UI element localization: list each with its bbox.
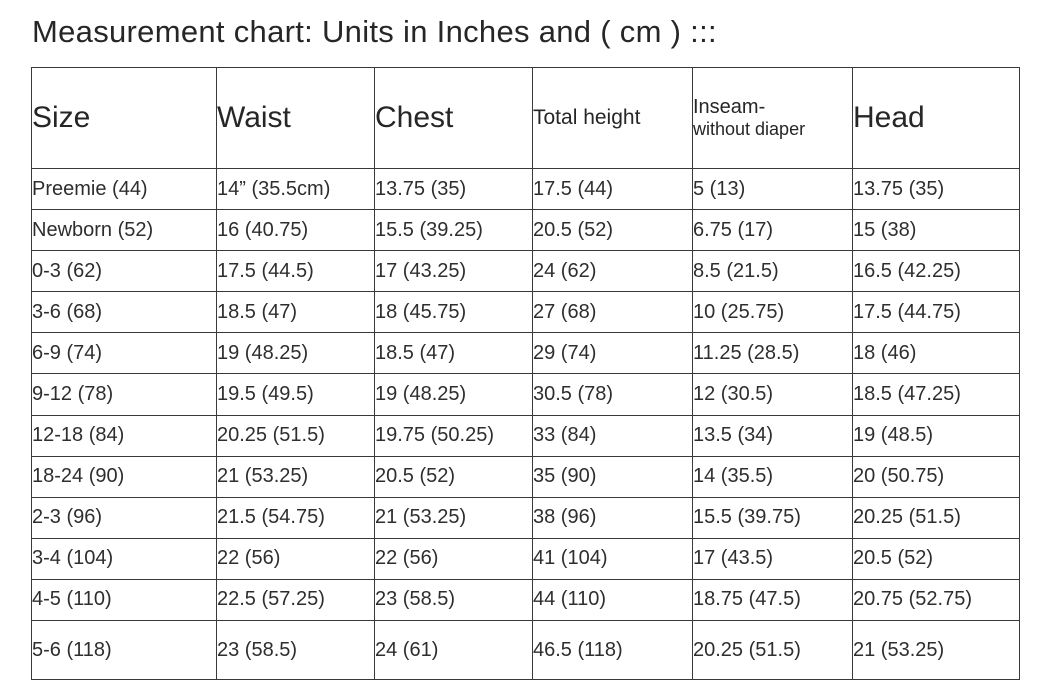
cell-total-height: 27 (68) xyxy=(533,292,693,333)
table-row xyxy=(32,538,1020,579)
cell-total-height: 41 (104) xyxy=(533,538,693,579)
column-header-chest: Chest xyxy=(375,68,533,169)
cell-chest: 20.5 (52) xyxy=(375,456,533,497)
cell-size: 6-9 (74) xyxy=(32,333,217,374)
cell-head: 19 (48.5) xyxy=(853,415,1020,456)
cell-inseam: 17 (43.5) xyxy=(693,538,853,579)
cell-head: 20.25 (51.5) xyxy=(853,497,1020,538)
cell-total-height: 38 (96) xyxy=(533,497,693,538)
cell-inseam: 8.5 (21.5) xyxy=(693,251,853,292)
cell-waist: 22.5 (57.25) xyxy=(217,579,375,620)
cell-inseam: 18.75 (47.5) xyxy=(693,579,853,620)
cell-size: 4-5 (110) xyxy=(32,579,217,620)
cell-head: 20 (50.75) xyxy=(853,456,1020,497)
cell-waist: 19.5 (49.5) xyxy=(217,374,375,415)
table-header-row xyxy=(32,68,1020,169)
cell-waist: 18.5 (47) xyxy=(217,292,375,333)
cell-total-height: 46.5 (118) xyxy=(533,621,693,680)
cell-size: 0-3 (62) xyxy=(32,251,217,292)
cell-chest: 19 (48.25) xyxy=(375,374,533,415)
table-body xyxy=(32,169,1020,680)
table-row xyxy=(32,210,1020,251)
cell-total-height: 33 (84) xyxy=(533,415,693,456)
cell-inseam: 13.5 (34) xyxy=(693,415,853,456)
cell-inseam: 10 (25.75) xyxy=(693,292,853,333)
cell-size: 12-18 (84) xyxy=(32,415,217,456)
table-header xyxy=(32,68,1020,169)
cell-waist: 20.25 (51.5) xyxy=(217,415,375,456)
table-row xyxy=(32,374,1020,415)
cell-waist: 19 (48.25) xyxy=(217,333,375,374)
cell-inseam: 5 (13) xyxy=(693,169,853,210)
cell-size: 2-3 (96) xyxy=(32,497,217,538)
cell-chest: 15.5 (39.25) xyxy=(375,210,533,251)
cell-head: 16.5 (42.25) xyxy=(853,251,1020,292)
cell-size: 5-6 (118) xyxy=(32,621,217,680)
cell-inseam: 15.5 (39.75) xyxy=(693,497,853,538)
table-row xyxy=(32,415,1020,456)
cell-size: 9-12 (78) xyxy=(32,374,217,415)
cell-head: 17.5 (44.75) xyxy=(853,292,1020,333)
cell-inseam: 11.25 (28.5) xyxy=(693,333,853,374)
column-header-waist: Waist xyxy=(217,68,375,169)
table-row xyxy=(32,169,1020,210)
cell-waist: 16 (40.75) xyxy=(217,210,375,251)
cell-inseam: 12 (30.5) xyxy=(693,374,853,415)
cell-waist: 21.5 (54.75) xyxy=(217,497,375,538)
cell-total-height: 24 (62) xyxy=(533,251,693,292)
cell-chest: 18 (45.75) xyxy=(375,292,533,333)
cell-head: 21 (53.25) xyxy=(853,621,1020,680)
cell-waist: 23 (58.5) xyxy=(217,621,375,680)
cell-size: 18-24 (90) xyxy=(32,456,217,497)
table-row xyxy=(32,621,1020,680)
cell-chest: 18.5 (47) xyxy=(375,333,533,374)
cell-head: 15 (38) xyxy=(853,210,1020,251)
table-row xyxy=(32,251,1020,292)
cell-total-height: 35 (90) xyxy=(533,456,693,497)
table-row xyxy=(32,456,1020,497)
cell-waist: 17.5 (44.5) xyxy=(217,251,375,292)
cell-inseam: 6.75 (17) xyxy=(693,210,853,251)
cell-head: 18 (46) xyxy=(853,333,1020,374)
cell-head: 18.5 (47.25) xyxy=(853,374,1020,415)
cell-size: 3-4 (104) xyxy=(32,538,217,579)
cell-waist: 22 (56) xyxy=(217,538,375,579)
cell-size: 3-6 (68) xyxy=(32,292,217,333)
cell-chest: 19.75 (50.25) xyxy=(375,415,533,456)
cell-total-height: 30.5 (78) xyxy=(533,374,693,415)
column-header-inseam-line2: without diaper xyxy=(693,119,806,140)
cell-inseam: 20.25 (51.5) xyxy=(693,621,853,680)
cell-chest: 22 (56) xyxy=(375,538,533,579)
cell-total-height: 44 (110) xyxy=(533,579,693,620)
column-header-total-height: Total height xyxy=(533,68,693,169)
cell-size: Preemie (44) xyxy=(32,169,217,210)
cell-chest: 24 (61) xyxy=(375,621,533,680)
cell-head: 13.75 (35) xyxy=(853,169,1020,210)
cell-total-height: 20.5 (52) xyxy=(533,210,693,251)
cell-total-height: 29 (74) xyxy=(533,333,693,374)
cell-total-height: 17.5 (44) xyxy=(533,169,693,210)
cell-chest: 17 (43.25) xyxy=(375,251,533,292)
table-row xyxy=(32,497,1020,538)
cell-head: 20.75 (52.75) xyxy=(853,579,1020,620)
column-header-inseam-line1: Inseam- xyxy=(693,96,766,119)
table-row xyxy=(32,333,1020,374)
page-title: Measurement chart: Units in Inches and ( cm ) ::: xyxy=(32,14,717,49)
column-header-size: Size xyxy=(32,68,217,169)
measurement-table xyxy=(31,67,1020,680)
column-header-head: Head xyxy=(853,68,1020,169)
cell-waist: 14” (35.5cm) xyxy=(217,169,375,210)
cell-chest: 13.75 (35) xyxy=(375,169,533,210)
table-row xyxy=(32,292,1020,333)
column-header-inseam xyxy=(693,68,853,169)
cell-chest: 23 (58.5) xyxy=(375,579,533,620)
cell-head: 20.5 (52) xyxy=(853,538,1020,579)
cell-size: Newborn (52) xyxy=(32,210,217,251)
cell-chest: 21 (53.25) xyxy=(375,497,533,538)
cell-waist: 21 (53.25) xyxy=(217,456,375,497)
table-row xyxy=(32,579,1020,620)
cell-inseam: 14 (35.5) xyxy=(693,456,853,497)
